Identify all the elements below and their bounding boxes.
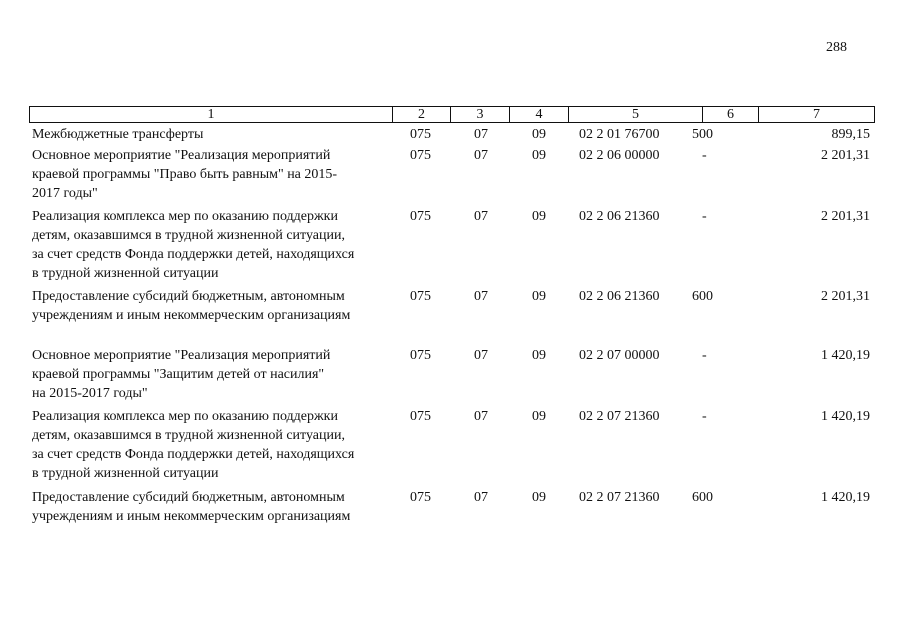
row-code-target: 02 2 01 76700 (579, 127, 660, 142)
row-code-subsection: 09 (532, 348, 546, 363)
row-code-expense-type: - (702, 148, 707, 163)
row-code-section: 07 (474, 409, 488, 424)
column-header-2: 2 (393, 107, 451, 123)
row-code-subsection: 09 (532, 289, 546, 304)
row-code-subsection: 09 (532, 490, 546, 505)
row-name-line: Основное мероприятие "Реализация мероприятий (32, 348, 331, 363)
row-amount: 2 201,31 (821, 289, 870, 304)
row-name-line: детям, оказавшимся в трудной жизненной ситуации, (32, 428, 345, 443)
row-name-line: Предоставление субсидий бюджетным, автономным (32, 490, 345, 505)
row-name-line: учреждениям и иным некоммерческим организациям (32, 509, 351, 524)
row-code-ministry: 075 (410, 209, 431, 224)
column-header-row (30, 107, 875, 123)
row-name-line: Межбюджетные трансферты (32, 127, 204, 142)
row-code-subsection: 09 (532, 148, 546, 163)
row-name (32, 146, 392, 203)
row-code-target: 02 2 06 21360 (579, 289, 660, 304)
row-name (32, 207, 392, 283)
row-code-section: 07 (474, 490, 488, 505)
row-code-subsection: 09 (532, 409, 546, 424)
column-header-table (29, 106, 875, 123)
column-header-5: 5 (569, 107, 703, 123)
row-code-subsection: 09 (532, 209, 546, 224)
row-code-ministry: 075 (410, 148, 431, 163)
row-code-ministry: 075 (410, 348, 431, 363)
row-amount: 2 201,31 (821, 209, 870, 224)
page-number: 288 (826, 40, 847, 55)
row-code-section: 07 (474, 148, 488, 163)
column-header-6: 6 (703, 107, 759, 123)
row-name-line: краевой программы "Защитим детей от насилия" (32, 367, 325, 382)
row-amount: 899,15 (831, 127, 870, 142)
row-code-expense-type: 600 (692, 490, 713, 505)
column-header-3: 3 (451, 107, 510, 123)
row-code-section: 07 (474, 289, 488, 304)
row-code-target: 02 2 07 00000 (579, 348, 660, 363)
row-code-expense-type: 600 (692, 289, 713, 304)
row-code-target: 02 2 07 21360 (579, 490, 660, 505)
row-code-ministry: 075 (410, 409, 431, 424)
row-name (32, 125, 392, 144)
row-code-ministry: 075 (410, 490, 431, 505)
row-code-section: 07 (474, 348, 488, 363)
row-code-target: 02 2 07 21360 (579, 409, 660, 424)
row-name (32, 488, 392, 526)
row-name-line: в трудной жизненной ситуации (32, 266, 219, 281)
row-amount: 1 420,19 (821, 409, 870, 424)
row-code-ministry: 075 (410, 289, 431, 304)
row-name-line: на 2015-2017 годы" (32, 386, 148, 401)
row-amount: 1 420,19 (821, 348, 870, 363)
row-name (32, 346, 392, 403)
row-code-target: 02 2 06 00000 (579, 148, 660, 163)
row-name-line: Реализация комплекса мер по оказанию поддержки (32, 209, 338, 224)
row-name-line: в трудной жизненной ситуации (32, 466, 219, 481)
row-code-section: 07 (474, 209, 488, 224)
row-name-line: Предоставление субсидий бюджетным, автономным (32, 289, 345, 304)
row-code-section: 07 (474, 127, 488, 142)
row-name (32, 287, 392, 325)
column-header-1: 1 (30, 107, 393, 123)
row-name (32, 407, 392, 483)
row-code-expense-type: - (702, 209, 707, 224)
row-name-line: детям, оказавшимся в трудной жизненной ситуации, (32, 228, 345, 243)
row-name-line: за счет средств Фонда поддержки детей, находящихся (32, 247, 355, 262)
row-name-line: Основное мероприятие "Реализация мероприятий (32, 148, 331, 163)
row-code-ministry: 075 (410, 127, 431, 142)
row-code-target: 02 2 06 21360 (579, 209, 660, 224)
row-name-line: Реализация комплекса мер по оказанию поддержки (32, 409, 338, 424)
row-code-expense-type: 500 (692, 127, 713, 142)
row-name-line: за счет средств Фонда поддержки детей, находящихся (32, 447, 355, 462)
row-code-expense-type: - (702, 409, 707, 424)
row-code-expense-type: - (702, 348, 707, 363)
row-amount: 1 420,19 (821, 490, 870, 505)
row-name-line: учреждениям и иным некоммерческим организациям (32, 308, 351, 323)
column-header-7: 7 (759, 107, 875, 123)
row-name-line: краевой программы "Право быть равным" на 2015- (32, 167, 338, 182)
column-header-4: 4 (510, 107, 569, 123)
row-amount: 2 201,31 (821, 148, 870, 163)
row-code-subsection: 09 (532, 127, 546, 142)
row-name-line: 2017 годы" (32, 186, 98, 201)
